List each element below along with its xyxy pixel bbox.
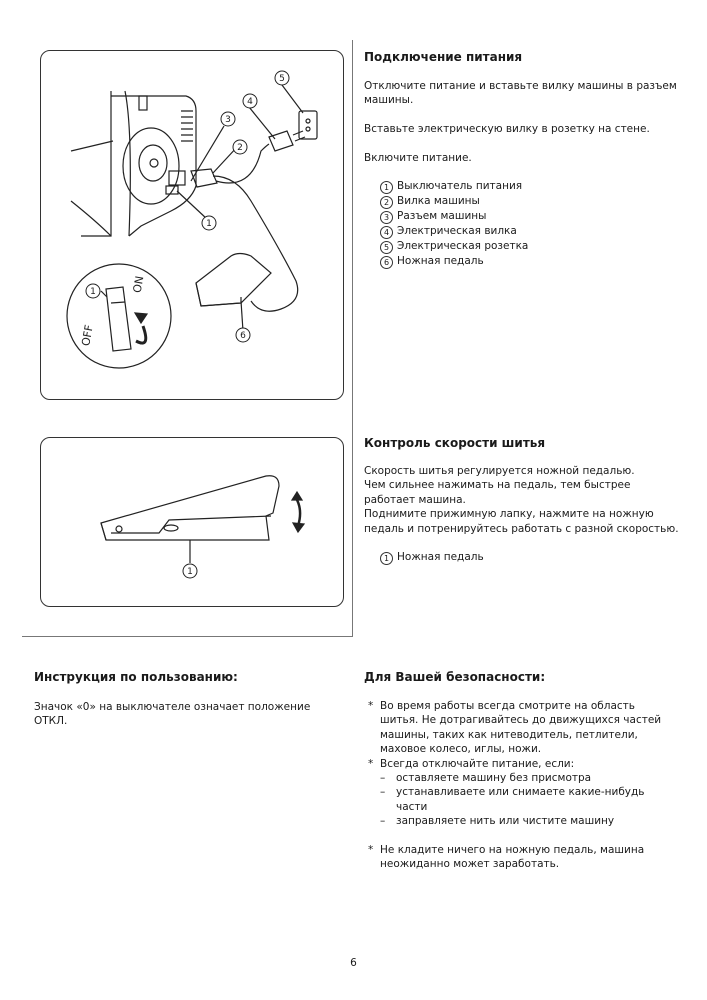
- list-item: 6 Ножная педаль: [380, 254, 528, 269]
- safety-bullet-3: * Не кладите ничего на ножную педаль, машина неожиданно может заработать.: [368, 843, 645, 871]
- power-paragraph-2: Вставьте электрическую вилку в розетку на стене.: [364, 123, 650, 135]
- instructions-text: Значок «0» на выключателе означает положение ОТКЛ.: [34, 701, 311, 728]
- safety-title: Для Вашей безопасности:: [364, 670, 546, 684]
- list-item: 3 Разъем машины: [380, 209, 528, 224]
- list-item: 4 Электрическая вилка: [380, 224, 528, 239]
- callout-1: 1: [187, 567, 193, 577]
- speed-title: Контроль скорости шитья: [364, 436, 546, 450]
- speed-line-2: Чем сильнее нажимать на педаль, тем быстрее работает машина.: [364, 479, 631, 506]
- speed-line-3: Поднимите прижимную лапку, нажмите на ножную педаль и потренируйтесь работать с разной скоростью.: [364, 508, 679, 535]
- callout-4: 4: [247, 97, 253, 107]
- instructions-title: Инструкция по пользованию:: [34, 670, 238, 684]
- speed-parts-list: [380, 550, 484, 565]
- power-connection-illustration: [41, 51, 343, 399]
- safety-list: [368, 699, 674, 871]
- power-paragraph-3: Включите питание.: [364, 152, 472, 164]
- safety-bullet-2: * Всегда отключайте питание, если:: [368, 757, 575, 770]
- list-item: 2 Вилка машины: [380, 194, 528, 209]
- power-connection-figure: [40, 50, 344, 400]
- speed-description: [364, 464, 684, 536]
- list-item: 1 Ножная педаль: [380, 550, 484, 565]
- foot-pedal-figure: [40, 437, 344, 607]
- callout-1-inset: 1: [90, 287, 96, 297]
- callout-5: 5: [279, 74, 285, 84]
- list-item: 5 Электрическая розетка: [380, 239, 528, 254]
- callout-1: 1: [206, 219, 212, 229]
- page-number: 6: [350, 957, 357, 969]
- speed-line-1: Скорость шитья регулируется ножной педалью.: [364, 465, 635, 477]
- column-divider: [352, 40, 353, 636]
- safety-sub-2: – устанавливаете или снимаете какие-нибудь части: [380, 786, 645, 813]
- safety-bullet-1: * Во время работы всегда смотрите на область шитья. Не дотрагивайтесь до движущихся частей машины, таких как нитеводитель, петлители, маховое колесо, иглы, ножи.: [368, 700, 662, 756]
- callout-2: 2: [237, 143, 243, 153]
- callout-6: 6: [240, 331, 246, 341]
- section-divider: [22, 636, 353, 637]
- switch-on-label: ON: [130, 274, 147, 294]
- power-title: Подключение питания: [364, 50, 523, 64]
- power-parts-list: [380, 179, 528, 269]
- switch-off-label: OFF: [79, 323, 96, 348]
- callout-3: 3: [225, 115, 231, 125]
- list-item: 1 Выключатель питания: [380, 179, 528, 194]
- safety-sub-1: – оставляете машину без присмотра: [380, 772, 592, 785]
- foot-pedal-illustration: [41, 438, 343, 606]
- power-paragraph-1: Отключите питание и вставьте вилку машины в разъем машины.: [364, 80, 677, 107]
- safety-sub-3: – заправляете нить или чистите машину: [380, 815, 615, 828]
